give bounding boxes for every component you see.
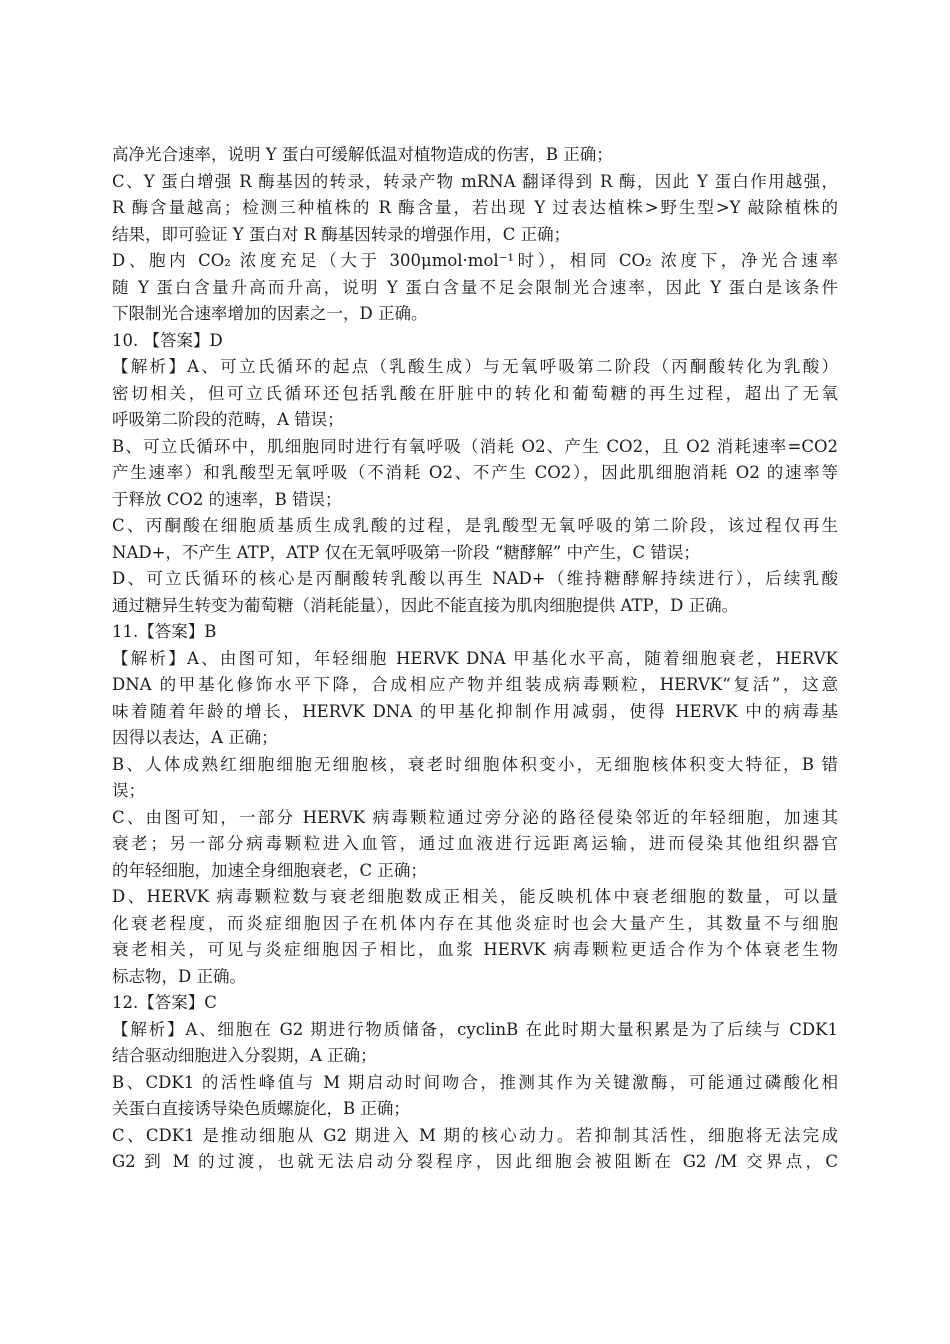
text-line: 下限制光合速率增加的因素之一，D 正确。 (112, 304, 428, 323)
text-line: 结合驱动细胞进入分裂期，A 正确； (112, 1046, 377, 1065)
text-line: 【解析】A、可立氏循环的起点（乳酸生成）与无氧呼吸第二阶段（丙酮酸转化为乳酸） (112, 357, 838, 376)
text-line: 衰老相关，可见与炎症细胞因子相比，血浆 HERVK 病毒颗粒更适合作为个体衰老生物 (112, 940, 838, 959)
text-line: 【解析】A、细胞在 G2 期进行物质储备，cyclinB 在此时期大量积累是为了后续与 CDK1 (112, 1019, 838, 1039)
text-line: 味着随着年龄的增长，HERVK DNA 的甲基化抑制作用减弱，使得 HERVK 中的病毒基 (112, 701, 838, 721)
text-line: C、丙酮酸在细胞质基质生成乳酸的过程，是乳酸型无氧呼吸的第二阶段，该过程仅再生 (112, 516, 838, 535)
text-line: 产生速率）和乳酸型无氧呼吸（不消耗 O2、不产生 CO2），因此肌细胞消耗 O2 的速率等 (112, 463, 838, 482)
text-line: 呼吸第二阶段的范畴，A 错误； (112, 410, 344, 429)
text-line: 结果，即可验证 Y 蛋白对 R 酶基因转录的增强作用，C 正确； (112, 224, 571, 244)
text-line: 衰老；另一部分病毒颗粒进入血管，通过血液进行远距离运输，进而侵染其他组织器官 (112, 834, 838, 853)
text-line: D、可立氏循环的核心是丙酮酸转乳酸以再生 NAD+（维持糖酵解持续进行），后续乳酸 (112, 569, 838, 588)
text-line: B、可立氏循环中，肌细胞同时进行有氧呼吸（消耗 O2、产生 CO2，且 O2 消耗速率=CO2 (112, 436, 838, 456)
text-line: 化衰老程度，而炎症细胞因子在机体内存在其他炎症时也会大量产生，其数量不与细胞 (112, 913, 838, 933)
text-line: 于释放 CO2 的速率，B 错误； (112, 489, 342, 509)
document-body (112, 142, 838, 1176)
text-line: 高净光合速率，说明 Y 蛋白可缓解低温对植物造成的伤害，B 正确； (112, 145, 613, 164)
text-line: 【解析】A、由图可知，年轻细胞 HERVK DNA 甲基化水平高，随着细胞衰老，HERVK (112, 648, 838, 668)
text-line: C、Y 蛋白增强 R 酶基因的转录，转录产物 mRNA 翻译得到 R 酶，因此 Y 蛋白作用越强， (112, 171, 838, 191)
text-line: DNA 的甲基化修饰水平下降，合成相应产物并组装成病毒颗粒，HERVK“复活”，这意 (112, 675, 838, 694)
text-line: R 酶含量越高；检测三种植株的 R 酶含量，若出现 Y 过表达植株>野生型>Y 敲除植株的 (112, 198, 838, 217)
text-line: 关蛋白直接诱导染色质螺旋化，B 正确； (112, 1099, 410, 1118)
text-line: 通过糖异生转变为葡萄糖（消耗能量），因此不能直接为肌肉细胞提供 ATP，D 正确。 (112, 595, 739, 615)
text-line: 的年轻细胞，加速全身细胞衰老，C 正确； (112, 860, 427, 880)
text-line: 12.【答案】C (112, 993, 217, 1012)
text-line: 误； (112, 781, 145, 800)
text-line: C、由图可知，一部分 HERVK 病毒颗粒通过旁分泌的路径侵染邻近的年轻细胞，加速其 (112, 807, 838, 827)
text-line: D、胞内 CO₂ 浓度充足（大于 300μmol·mol⁻¹时），相同 CO₂ 浓度下，净光合速率 (112, 251, 838, 270)
text-line: D、HERVK 病毒颗粒数与衰老细胞数成正相关，能反映机体中衰老细胞的数量，可以量 (112, 887, 838, 906)
text-line: NAD+，不产生 ATP，ATP 仅在无氧呼吸第一阶段 “糖酵解” 中产生，C 错误； (112, 542, 700, 562)
text-line: G2 到 M 的过渡，也就无法启动分裂程序，因此细胞会被阻断在 G2 /M 交界点，C (112, 1152, 838, 1171)
text-line: 密切相关，但可立氏循环还包括乳酸在肝脏中的转化和葡萄糖的再生过程，超出了无氧 (112, 383, 838, 403)
text-line: 标志物，D 正确。 (112, 966, 246, 986)
text-line: 10. 【答案】D (112, 330, 223, 350)
text-line: B、CDK1 的活性峰值与 M 期启动时间吻合，推测其作为关键激酶，可能通过磷酸化相 (112, 1072, 838, 1092)
text-line: C、CDK1 是推动细胞从 G2 期进入 M 期的核心动力。若抑制其活性，细胞将无法完成 (112, 1125, 838, 1145)
text-line: 11.【答案】B (112, 622, 217, 641)
text-line: B、人体成熟红细胞细胞无细胞核，衰老时细胞体积变小，无细胞核体积变大特征，B 错 (112, 754, 838, 774)
text-line: 因得以表达，A 正确； (112, 728, 278, 747)
text-line: 随 Y 蛋白含量升高而升高，说明 Y 蛋白含量不足会限制光合速率，因此 Y 蛋白是该条件 (112, 277, 838, 297)
